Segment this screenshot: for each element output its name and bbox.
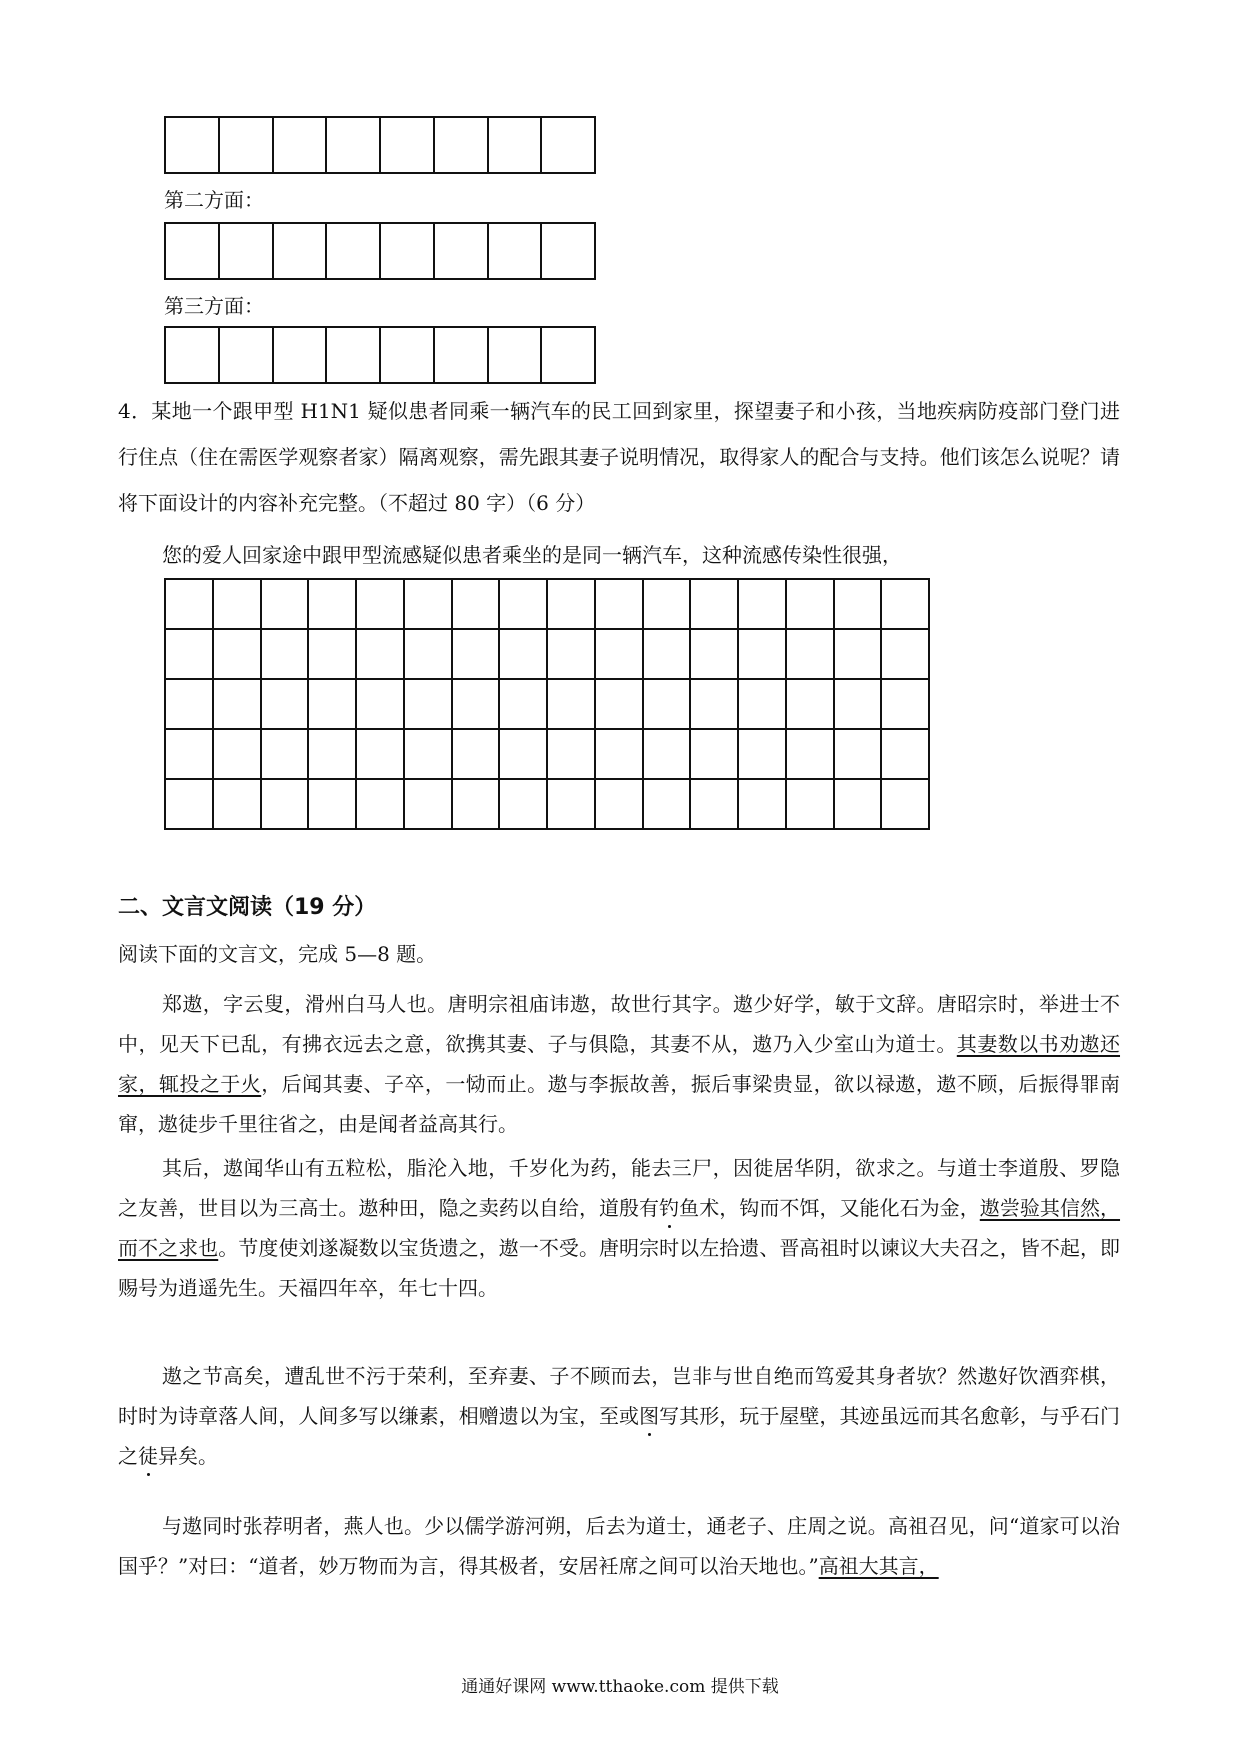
grid-cell[interactable] <box>260 780 308 828</box>
grid-cell[interactable] <box>218 118 272 172</box>
grid-cell[interactable] <box>272 224 326 278</box>
answer-box-first[interactable] <box>164 116 596 174</box>
second-aspect-label: 第二方面： <box>164 188 264 212</box>
question-4-prompt: 您的爱人回家途中跟甲型流感疑似患者乘坐的是同一辆汽车，这种流感传染性很强， <box>162 543 902 567</box>
grid-cell[interactable] <box>498 780 546 828</box>
grid-cell[interactable] <box>880 630 928 678</box>
grid-cell[interactable] <box>403 580 451 628</box>
grid-cell[interactable] <box>546 630 594 678</box>
grid-cell[interactable] <box>212 780 260 828</box>
grid-cell[interactable] <box>642 780 690 828</box>
grid-cell[interactable] <box>307 730 355 778</box>
grid-cell[interactable] <box>594 730 642 778</box>
grid-cell[interactable] <box>307 580 355 628</box>
grid-cell[interactable] <box>166 328 218 382</box>
p2-underlined: 遨尝验其信然，而不之求也 <box>118 1196 1121 1260</box>
grid-cell[interactable] <box>498 730 546 778</box>
grid-cell[interactable] <box>451 730 499 778</box>
p3-dotted-char-2: 徒 <box>138 1444 158 1468</box>
grid-cell[interactable] <box>379 118 433 172</box>
grid-cell[interactable] <box>260 730 308 778</box>
grid-cell[interactable] <box>642 680 690 728</box>
p4-underlined: 高祖大其言， <box>818 1554 939 1578</box>
grid-cell[interactable] <box>785 630 833 678</box>
grid-cell[interactable] <box>355 780 403 828</box>
grid-cell[interactable] <box>307 780 355 828</box>
p1-text-a: 郑遨，字云叟，滑州白马人也。唐明宗祖庙讳遨，故世行其字。遨少好学，敏于文辞。唐昭宗时，举进士不中，见天下已乱，有拂衣远去之意，欲携其妻、子与俱隐，其妻不从，遨乃入少室山为道士。 <box>118 992 1120 1056</box>
grid-cell[interactable] <box>689 630 737 678</box>
grid-cell[interactable] <box>737 680 785 728</box>
grid-cell[interactable] <box>546 680 594 728</box>
grid-cell[interactable] <box>260 580 308 628</box>
grid-cell[interactable] <box>166 224 218 278</box>
grid-cell[interactable] <box>737 580 785 628</box>
p1-text-b: ，后闻其妻、子卒，一恸而止。遨与李振故善，振后事梁贵显，欲以禄遨，遨不顾，后振得罪南窜，遨徒步千里往省之，由是闻者益高其行。 <box>118 1072 1121 1136</box>
grid-cell[interactable] <box>218 224 272 278</box>
grid-cell[interactable] <box>433 328 487 382</box>
grid-cell[interactable] <box>642 580 690 628</box>
grid-cell[interactable] <box>833 780 881 828</box>
grid-cell[interactable] <box>433 118 487 172</box>
grid-cell[interactable] <box>737 630 785 678</box>
grid-cell[interactable] <box>166 630 212 678</box>
grid-cell[interactable] <box>355 580 403 628</box>
grid-cell[interactable] <box>355 680 403 728</box>
grid-cell[interactable] <box>642 630 690 678</box>
p3-dotted-char-1: 图 <box>639 1404 660 1428</box>
grid-cell[interactable] <box>594 580 642 628</box>
p2-dotted-char: 钓 <box>659 1196 680 1220</box>
grid-cell[interactable] <box>451 580 499 628</box>
grid-cell[interactable] <box>307 680 355 728</box>
grid-cell[interactable] <box>433 224 487 278</box>
grid-cell[interactable] <box>487 328 541 382</box>
grid-cell[interactable] <box>594 630 642 678</box>
grid-row <box>166 728 928 778</box>
grid-cell[interactable] <box>880 730 928 778</box>
passage-paragraph-3 <box>118 1356 1120 1476</box>
answer-box-third[interactable] <box>164 326 596 384</box>
p4-text-a: 与遨同时张荐明者，燕人也。少以儒学游河朔，后去为道士，通老子、庄周之说。高祖召见，问“道家可以治国乎？”对曰：“道者，妙万物而为言，得其极者，安居衽席之间可以治天地也。” <box>118 1514 1120 1578</box>
grid-cell[interactable] <box>785 780 833 828</box>
grid-cell[interactable] <box>212 680 260 728</box>
page-footer: 通通好课网 www.tthaoke.com 提供下载 <box>461 1677 779 1697</box>
p3-text-c: 异矣。 <box>158 1444 218 1468</box>
grid-cell[interactable] <box>212 580 260 628</box>
grid-cell[interactable] <box>737 730 785 778</box>
grid-cell[interactable] <box>403 780 451 828</box>
grid-cell[interactable] <box>379 224 433 278</box>
grid-cell[interactable] <box>498 680 546 728</box>
question-4-text: 4．某地一个跟甲型 H1N1 疑似患者同乘一辆汽车的民工回到家里，探望妻子和小孩，当地疾病防疫部门登门进行住点（住在需医学观察者家）隔离观察，需先跟其妻子说明情况，取得家人的配合与支持。他们该怎么说呢？请将下面设计的内容补充完整。（不超过 80 字）（6 分） <box>118 399 1120 515</box>
grid-cell[interactable] <box>212 630 260 678</box>
grid-row <box>166 580 928 628</box>
grid-cell[interactable] <box>355 730 403 778</box>
grid-cell[interactable] <box>166 118 218 172</box>
grid-cell[interactable] <box>540 224 594 278</box>
grid-cell[interactable] <box>546 780 594 828</box>
grid-cell[interactable] <box>325 328 379 382</box>
passage-paragraph-2 <box>118 1148 1120 1308</box>
grid-cell[interactable] <box>355 630 403 678</box>
grid-cell[interactable] <box>594 780 642 828</box>
grid-cell[interactable] <box>166 580 212 628</box>
grid-cell[interactable] <box>451 680 499 728</box>
grid-cell[interactable] <box>785 680 833 728</box>
passage-paragraph-4 <box>118 1506 1120 1586</box>
grid-cell[interactable] <box>689 730 737 778</box>
p3-text-b: 写其形，玩于屋壁，其迹虽远而其名愈彰，与乎石门之 <box>118 1404 1121 1468</box>
grid-cell[interactable] <box>451 780 499 828</box>
grid-cell[interactable] <box>166 680 212 728</box>
section-2-title: 二、文言文阅读（19 分） <box>118 895 377 920</box>
grid-row <box>166 118 594 172</box>
grid-cell[interactable] <box>166 730 212 778</box>
grid-cell[interactable] <box>403 680 451 728</box>
grid-cell[interactable] <box>260 680 308 728</box>
grid-cell[interactable] <box>325 118 379 172</box>
p2-text-a: 其后，遨闻华山有五粒松，脂沦入地，千岁化为药，能去三尸，因徙居华阴，欲求之。与道士李道殷、罗隐之友善，世目以为三高士。遨种田，隐之卖药以自给，道殷有 <box>118 1156 1120 1220</box>
grid-cell[interactable] <box>212 730 260 778</box>
grid-cell[interactable] <box>689 580 737 628</box>
third-aspect-label: 第三方面： <box>164 294 264 318</box>
grid-row <box>166 678 928 728</box>
grid-cell[interactable] <box>785 580 833 628</box>
p2-text-c: 。节度使刘遂凝数以宝货遗之，遨一不受。唐明宗时以左拾遗、晋高祖时以谏议大夫召之，皆不起，即赐号为逍遥先生。天福四年卒，年七十四。 <box>118 1236 1121 1300</box>
p2-text-b: 鱼术，钩而不饵，又能化石为金， <box>679 1196 980 1220</box>
grid-cell[interactable] <box>540 118 594 172</box>
grid-row <box>166 778 928 828</box>
answer-box-second[interactable] <box>164 222 596 280</box>
grid-cell[interactable] <box>260 630 308 678</box>
grid-row <box>166 628 928 678</box>
grid-cell[interactable] <box>833 630 881 678</box>
grid-cell[interactable] <box>642 730 690 778</box>
grid-cell[interactable] <box>403 630 451 678</box>
grid-cell[interactable] <box>594 680 642 728</box>
section-2-instruction: 阅读下面的文言文，完成 5—8 题。 <box>118 942 437 966</box>
grid-cell[interactable] <box>498 580 546 628</box>
grid-cell[interactable] <box>540 328 594 382</box>
grid-cell[interactable] <box>403 730 451 778</box>
grid-cell[interactable] <box>498 630 546 678</box>
grid-cell[interactable] <box>880 580 928 628</box>
grid-cell[interactable] <box>487 224 541 278</box>
p3-text-a: 遨之节高矣，遭乱世不污于荣利，至弃妻、子不顾而去，岂非与世自绝而笃爱其身者欤？然遨好饮酒弈棋，时时为诗章落人间，人间多写以缣素，相赠遗以为宝，至或 <box>118 1364 1120 1428</box>
grid-cell[interactable] <box>833 680 881 728</box>
passage-paragraph-1 <box>118 984 1120 1144</box>
grid-cell[interactable] <box>546 730 594 778</box>
p1-underlined: 其妻数以书劝遨还家，辄投之于火 <box>118 1032 1121 1096</box>
grid-cell[interactable] <box>487 118 541 172</box>
grid-cell[interactable] <box>451 630 499 678</box>
grid-cell[interactable] <box>379 328 433 382</box>
grid-cell[interactable] <box>272 118 326 172</box>
grid-cell[interactable] <box>689 680 737 728</box>
grid-row <box>166 328 594 382</box>
grid-cell[interactable] <box>272 328 326 382</box>
grid-cell[interactable] <box>833 730 881 778</box>
grid-row <box>166 224 594 278</box>
grid-cell[interactable] <box>218 328 272 382</box>
grid-cell[interactable] <box>833 580 881 628</box>
question-4-answer-grid[interactable] <box>164 578 930 830</box>
grid-cell[interactable] <box>880 680 928 728</box>
grid-cell[interactable] <box>689 780 737 828</box>
grid-cell[interactable] <box>307 630 355 678</box>
grid-cell[interactable] <box>785 730 833 778</box>
grid-cell[interactable] <box>166 780 212 828</box>
grid-cell[interactable] <box>737 780 785 828</box>
grid-cell[interactable] <box>880 780 928 828</box>
grid-cell[interactable] <box>546 580 594 628</box>
grid-cell[interactable] <box>325 224 379 278</box>
